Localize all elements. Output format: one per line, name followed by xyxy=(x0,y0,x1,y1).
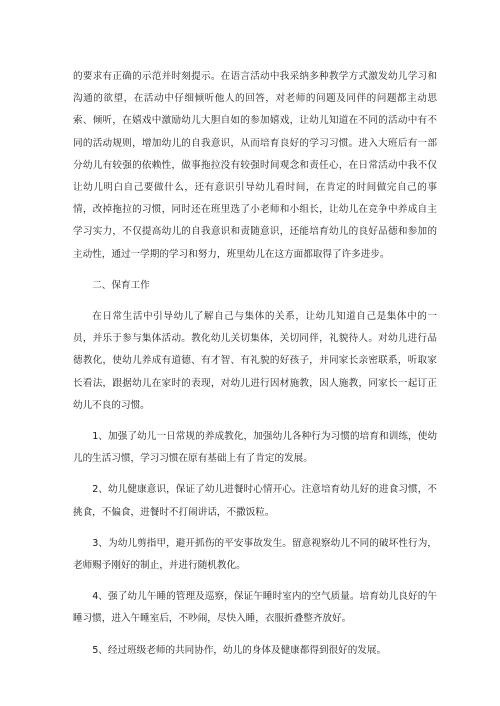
spacer xyxy=(73,577,437,586)
paragraph-1: 的要求有正确的示范并时刻提示。在语言活动中我采纳多种教学方式激发幼儿学习和沟通的欲望，在活动中仔细倾听他人的回答，对老师的问题及同伴的问题都主动思索、倾听，在嬉戏中激励幼儿大胆自如的参加嬉戏，让幼儿知道在不同的活动中有不同的活动规则，增加幼儿的自我意识，从而培育良好的学习习惯。进入大班后有一部分幼儿有较强的依赖性，做事拖拉没有较强时间观念和责任心，在日常活动中我不仅让幼儿明白自己要做什么，还有意识引导幼儿看时间，在肯定的时间做完自己的事情，改掉拖拉的习惯，同时还在班里选了小老师和小组长，让幼儿在竞争中养成自主学习实力，不仅提高幼儿的自我意识和责随意识，还能培育幼儿的良好品德和参加的主动性，通过一学期的学习和努力，班里幼儿在这方面都取得了许多进步。 xyxy=(73,71,437,260)
list-item-2: 2、幼儿健康意识，保证了幼儿进餐时心情开心。注意培育幼儿好的进食习惯，不挑食，不偏食，进餐时不打闹讲话，不撒饭粒。 xyxy=(73,484,437,518)
list-item-1: 1、加强了幼儿一日常规的养成教化，加强幼儿各种行为习惯的培育和训练，使幼儿的生活习惯，学习习惯在原有基础上有了肯定的发展。 xyxy=(73,431,437,465)
list-item-4: 4、强了幼儿午睡的管理及巡察，保证午睡时室内的空气质量。培育幼儿良好的午睡习惯，进入午睡室后，不吵闹，尽快入睡，衣服折叠整齐放好。 xyxy=(73,591,437,625)
spacer xyxy=(73,524,437,533)
spacer xyxy=(73,297,437,306)
paragraph-2: 在日常生活中引导幼儿了解自己与集体的关系，让幼儿知道自己是集体中的一员，并乐于参与集体活动。教化幼儿关切集体，关切同伴，礼貌待人。对幼儿进行品德教化，使幼儿养成有道德、有才智、有礼貌的好孩子，并同家长亲密联系，听取家长看法，跟据幼儿在家时的表现，对幼儿进行因材施教，因人施教，同家长一起订正幼儿不良的习惯。 xyxy=(73,311,437,411)
list-item-3: 3、为幼儿剪指甲，避开抓伤的平安事故发生。留意视察幼儿不同的破坏性行为，老师赐予刚好的制止，并进行随机教化。 xyxy=(73,537,437,572)
spacer xyxy=(73,266,437,275)
section-heading: 二、保育工作 xyxy=(92,279,150,291)
spacer xyxy=(73,470,437,479)
list-item-5: 5、经过班级老师的共同协作，幼儿的身体及健康都得到很好的发展。 xyxy=(92,644,387,656)
document-body xyxy=(73,66,437,662)
spacer xyxy=(73,631,437,640)
spacer xyxy=(73,417,437,426)
